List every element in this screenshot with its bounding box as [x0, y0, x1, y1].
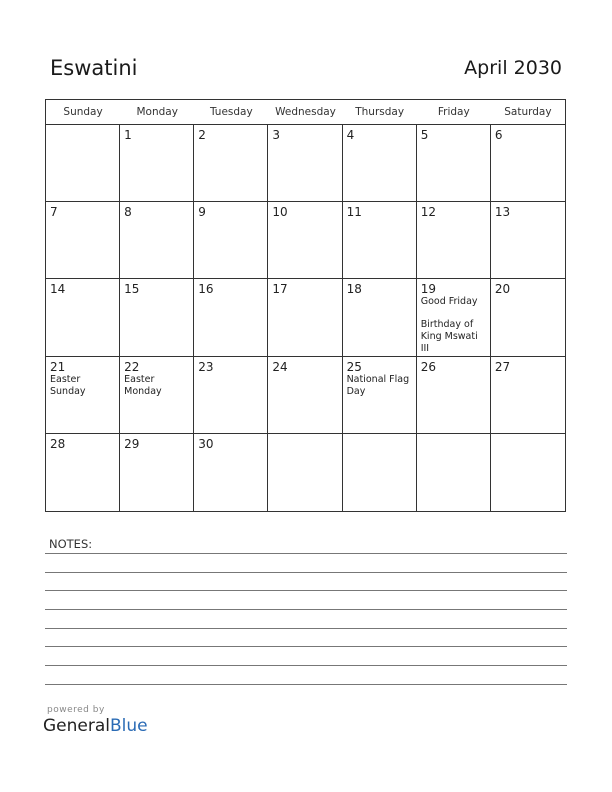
- day-cell[interactable]: [343, 357, 417, 434]
- weekday-tuesday: Tuesday: [209, 106, 253, 118]
- day-cell[interactable]: [194, 202, 268, 279]
- day-number: 30: [198, 436, 214, 451]
- day-number: 10: [272, 205, 288, 220]
- calendar-country-title: Eswatini: [50, 56, 138, 80]
- notes-line: [45, 572, 567, 573]
- day-cell[interactable]: [268, 357, 342, 434]
- day-number: 29: [124, 436, 140, 451]
- day-number: 8: [124, 205, 132, 220]
- day-cell[interactable]: [120, 357, 194, 434]
- day-number: 18: [346, 282, 362, 297]
- notes-line: [45, 553, 567, 554]
- day-number: 14: [50, 282, 66, 297]
- day-cell[interactable]: [491, 357, 565, 434]
- day-number: 24: [272, 359, 288, 374]
- day-cell[interactable]: [120, 279, 194, 356]
- holiday-event: Birthday of King Mswati III: [420, 319, 478, 355]
- empty-day-cell[interactable]: [343, 434, 417, 511]
- day-number: 9: [198, 205, 206, 220]
- powered-by-text: powered by: [47, 705, 105, 715]
- weekday-sunday: Sunday: [63, 106, 103, 118]
- day-cell[interactable]: [46, 434, 120, 511]
- day-number: 6: [494, 128, 503, 142]
- day-cell[interactable]: [268, 202, 342, 279]
- generalblue-logo[interactable]: [43, 716, 148, 736]
- day-cell[interactable]: [46, 202, 120, 279]
- notes-line: [45, 646, 567, 647]
- holiday-event: Good Friday: [420, 296, 478, 308]
- day-number: 27: [494, 359, 511, 374]
- day-number: 28: [50, 436, 66, 451]
- weekday-saturday: Saturday: [504, 106, 552, 118]
- day-number: 21: [50, 359, 66, 374]
- day-number: 20: [494, 282, 511, 297]
- weekday-thursday: Thursday: [355, 106, 405, 118]
- empty-day-cell[interactable]: [417, 434, 491, 511]
- day-number: 3: [272, 128, 281, 142]
- day-number: 23: [198, 359, 214, 374]
- empty-day-cell[interactable]: [268, 434, 342, 511]
- holiday-event: National Flag Day: [346, 373, 410, 397]
- day-cell[interactable]: [343, 125, 417, 202]
- day-number: 5: [420, 128, 429, 142]
- notes-line: [45, 684, 567, 685]
- day-number: 16: [198, 282, 214, 297]
- empty-day-cell[interactable]: [491, 434, 565, 511]
- day-cell[interactable]: [491, 202, 565, 279]
- day-cell[interactable]: [491, 279, 565, 356]
- day-cell[interactable]: [194, 434, 268, 511]
- weekday-wednesday: Wednesday: [275, 106, 336, 118]
- day-number: 12: [420, 205, 436, 220]
- day-cell[interactable]: [491, 125, 565, 202]
- day-cell[interactable]: [417, 202, 491, 279]
- day-number: 15: [124, 282, 140, 297]
- day-cells: [46, 125, 565, 511]
- day-cell[interactable]: [120, 125, 194, 202]
- day-cell[interactable]: [268, 279, 342, 356]
- day-number: 17: [272, 282, 288, 297]
- day-cell[interactable]: [46, 357, 120, 434]
- day-number: 13: [494, 205, 511, 220]
- empty-day-cell[interactable]: [46, 125, 120, 202]
- day-cell[interactable]: [194, 357, 268, 434]
- day-cell[interactable]: [194, 279, 268, 356]
- calendar-month-title: April 2030: [464, 57, 562, 79]
- day-number: 19: [420, 282, 436, 297]
- day-cell[interactable]: [343, 202, 417, 279]
- day-number: 7: [50, 205, 58, 220]
- weekday-header-row: [46, 100, 565, 125]
- notes-label: NOTES:: [49, 537, 93, 551]
- notes-line: [45, 628, 567, 629]
- weekday-monday: Monday: [136, 106, 178, 118]
- day-cell[interactable]: [268, 125, 342, 202]
- day-number: 4: [346, 128, 355, 142]
- day-number: 25: [346, 359, 362, 374]
- day-number: 11: [346, 205, 362, 220]
- day-cell[interactable]: [194, 125, 268, 202]
- day-cell[interactable]: [343, 279, 417, 356]
- notes-line: [45, 590, 567, 591]
- day-cell[interactable]: [417, 357, 491, 434]
- brand-blue: Blue: [110, 716, 148, 736]
- holiday-event: Easter Monday: [124, 373, 162, 397]
- calendar-grid: [45, 99, 566, 512]
- brand-general: General: [43, 716, 110, 736]
- notes-line: [45, 609, 567, 610]
- day-number: 1: [124, 128, 132, 142]
- day-cell[interactable]: [417, 279, 491, 356]
- day-cell[interactable]: [120, 434, 194, 511]
- day-number: 26: [420, 359, 436, 374]
- day-number: 2: [198, 128, 206, 142]
- holiday-event: Easter Sunday: [50, 373, 86, 397]
- weekday-friday: Friday: [437, 106, 470, 118]
- notes-line: [45, 665, 567, 666]
- day-cell[interactable]: [417, 125, 491, 202]
- day-number: 22: [124, 359, 140, 374]
- day-cell[interactable]: [46, 279, 120, 356]
- day-cell[interactable]: [120, 202, 194, 279]
